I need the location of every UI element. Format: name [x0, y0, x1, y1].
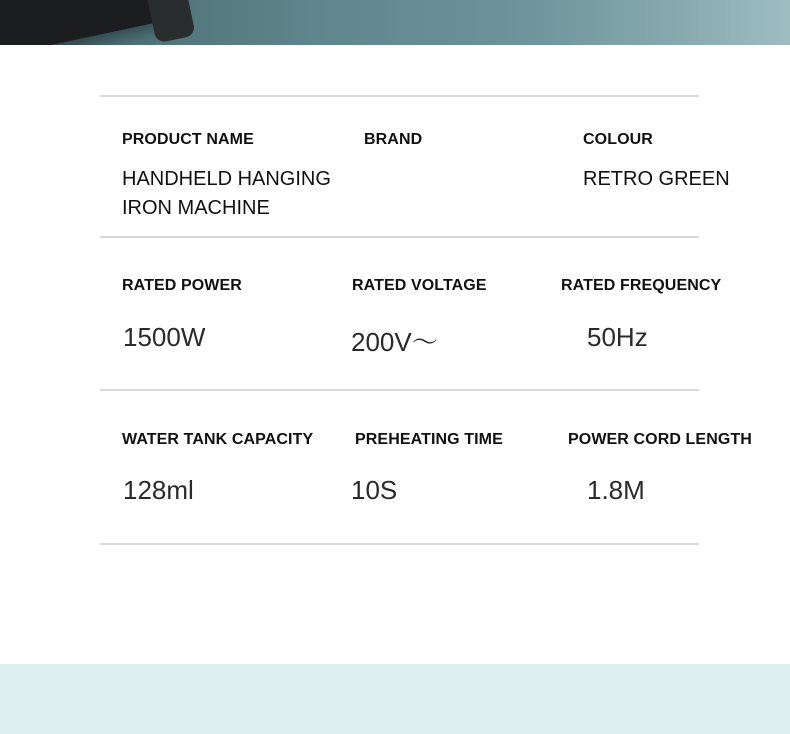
- divider-row2: [100, 389, 699, 391]
- colour-label: COLOUR: [583, 131, 653, 148]
- hero-device-edge: [144, 0, 196, 44]
- water-tank-capacity-value: 128ml: [123, 475, 194, 505]
- product-name-value-line2: IRON MACHINE: [122, 197, 270, 219]
- preheating-time-value: 10S: [351, 475, 398, 505]
- rated-frequency-value: 50Hz: [587, 322, 648, 352]
- product-name-value-line1: HANDHELD HANGING: [122, 168, 331, 190]
- rated-voltage-value: 200V〜: [351, 327, 438, 357]
- brand-label: BRAND: [364, 131, 423, 148]
- product-name-label: PRODUCT NAME: [122, 131, 254, 148]
- colour-value: RETRO GREEN: [583, 168, 730, 190]
- rated-power-label: RATED POWER: [122, 277, 242, 294]
- divider-top: [100, 95, 699, 97]
- rated-voltage-label: RATED VOLTAGE: [352, 277, 487, 294]
- rated-frequency-label: RATED FREQUENCY: [561, 277, 722, 294]
- power-cord-length-label: POWER CORD LENGTH: [568, 431, 752, 448]
- divider-row1: [100, 236, 699, 238]
- power-cord-length-value: 1.8M: [587, 475, 645, 505]
- footer-band: [0, 664, 790, 734]
- water-tank-capacity-label: WATER TANK CAPACITY: [122, 431, 314, 448]
- preheating-time-label: PREHEATING TIME: [355, 431, 503, 448]
- rated-power-value: 1500W: [123, 322, 206, 352]
- hero-product-photo: [0, 0, 790, 45]
- divider-bottom: [100, 543, 699, 545]
